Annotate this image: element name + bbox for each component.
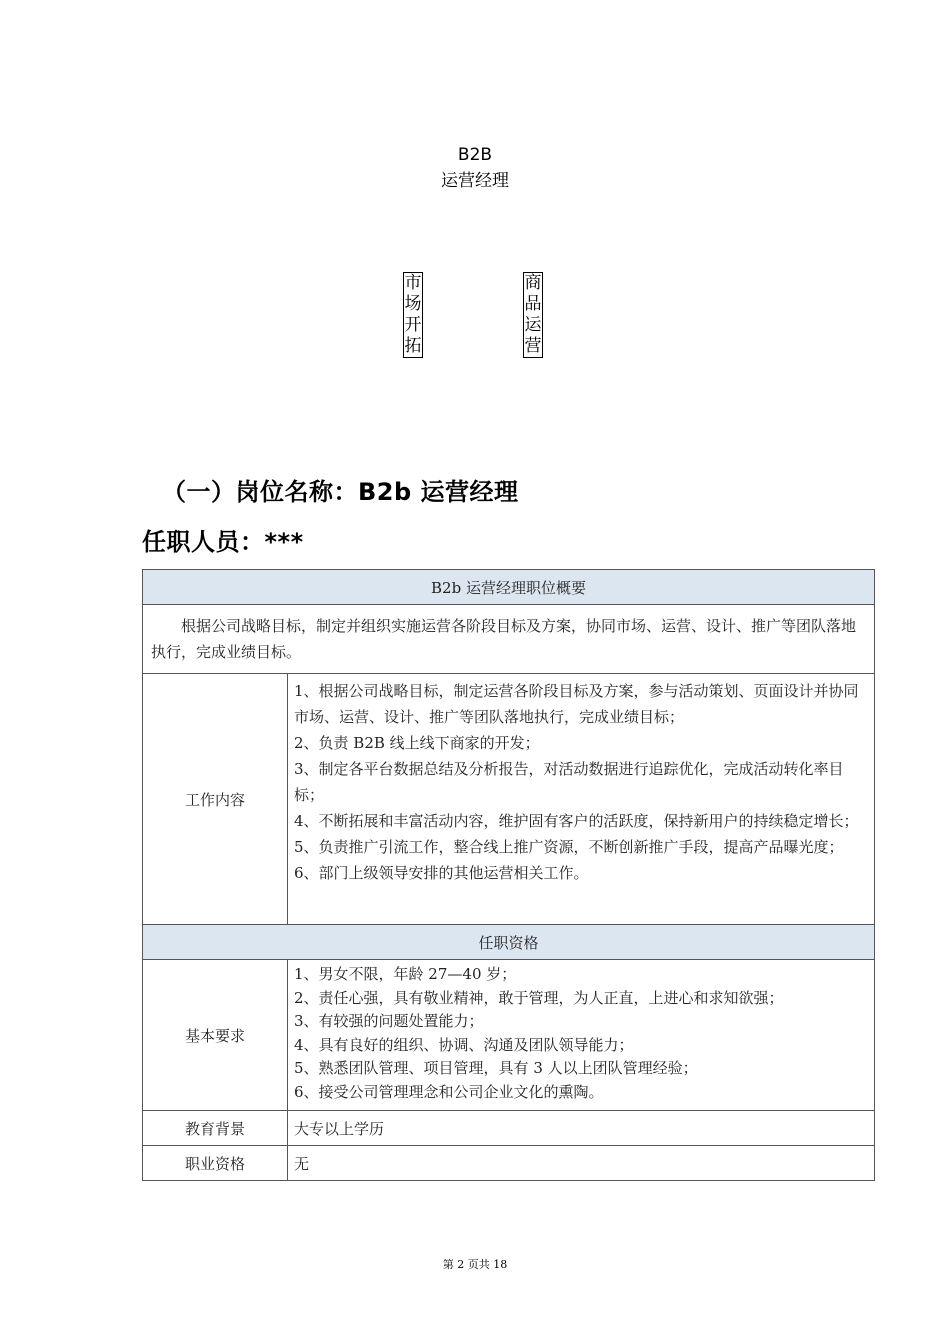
org-top-line1: B2B (457, 145, 493, 165)
org-box-product (523, 272, 543, 358)
education-value: 大专以上学历 (288, 1111, 875, 1146)
org-box-char: 品 (524, 294, 542, 314)
page-footer: 第 2 页共 18 (442, 1258, 508, 1271)
basic-item: 5、熟悉团队管理、项目管理，具有 3 人以上团队管理经验； (294, 1059, 698, 1077)
org-box-char: 市 (404, 273, 422, 293)
org-box-char: 场 (404, 294, 422, 314)
work-item: 5、负责推广引流工作，整合线上推广资源，不断创新推广手段，提高产品曝光度； (294, 838, 844, 856)
basic-requirements-label: 基本要求 (143, 960, 288, 1111)
work-content-label: 工作内容 (143, 674, 288, 925)
education-label: 教育背景 (143, 1111, 288, 1146)
basic-item: 4、具有良好的组织、协调、沟通及团队领导能力； (294, 1035, 634, 1054)
org-box-char: 拓 (404, 336, 422, 356)
org-box-market (403, 272, 423, 358)
job-description-table (142, 569, 875, 1181)
work-item: 1、根据公司战略目标，制定运营各阶段目标及方案，参与活动策划、页面设计并协同市场、运营、设计、推广等团队落地执行，完成业绩目标； (294, 682, 859, 726)
org-box-char: 营 (524, 336, 542, 356)
org-box-char: 商 (524, 273, 542, 293)
basic-item: 2、责任心强，具有敬业精神，敢于管理，为人正直，上进心和求知欲强； (294, 988, 784, 1007)
staff-heading: 任职人员：*** (142, 528, 304, 556)
basic-item: 6、接受公司管理理念和公司企业文化的熏陶。 (294, 1082, 604, 1101)
certification-value: 无 (288, 1146, 875, 1181)
org-box-char: 运 (524, 315, 542, 335)
basic-requirements-cell (288, 960, 875, 1111)
basic-item: 3、有较强的问题处置能力； (294, 1012, 484, 1030)
org-box-char: 开 (404, 315, 422, 335)
work-item: 4、不断拓展和丰富活动内容，维护固有客户的活跃度，保持新用户的持续稳定增长； (294, 812, 859, 830)
position-heading: （一）岗位名称：B2b 运营经理 (162, 478, 519, 506)
work-item: 3、制定各平台数据总结及分析报告，对活动数据进行追踪优化，完成活动转化率目标； (294, 760, 844, 804)
work-content-list (294, 678, 866, 924)
certification-label: 职业资格 (143, 1146, 288, 1181)
overview-title: B2b 运营经理职位概要 (143, 570, 875, 605)
work-item: 2、负责 B2B 线上线下商家的开发； (294, 734, 540, 752)
org-top-line2: 运营经理 (441, 171, 509, 191)
overview-text: 根据公司战略目标，制定并组织实施运营各阶段目标及方案，协同市场、运营、设计、推广等团队落地执行，完成业绩目标。 (143, 605, 875, 674)
basic-item: 1、男女不限，年龄 27—40 岁； (294, 965, 517, 983)
qualification-title: 任职资格 (143, 925, 875, 960)
work-content-cell (288, 674, 875, 925)
work-item: 6、部门上级领导安排的其他运营相关工作。 (294, 864, 589, 882)
